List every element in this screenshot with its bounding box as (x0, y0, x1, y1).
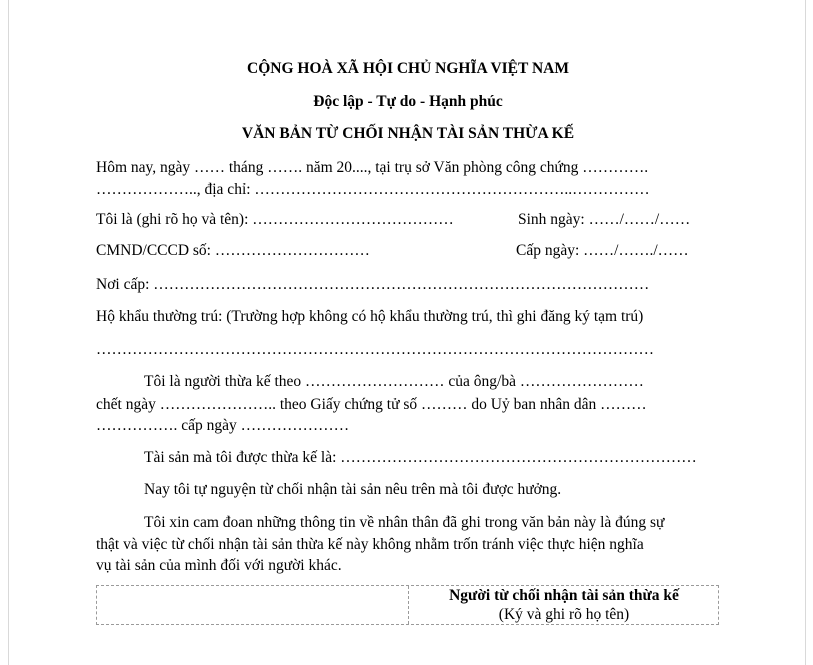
page-left-edge (8, 0, 9, 665)
address-line: ……………….., địa chỉ: ……………………………………………………..…………… (96, 181, 650, 198)
issue-place-field: Nơi cấp: …………………………………………………………………………………… (96, 276, 650, 293)
date-of-birth-field: Sinh ngày: ……/……/…… (518, 211, 691, 228)
signature-table (96, 585, 719, 625)
date-place-line: Hôm nay, ngày …… tháng ……. năm 20...., tại trụ sở Văn phòng công chứng …………. (96, 159, 649, 176)
permanent-residence-label: Hộ khẩu thường trú: (Trường hợp không có hộ khẩu thường trú, thì ghi đăng ký tạm trú) (96, 308, 644, 325)
heir-statement-line-3: ……………. cấp ngày ………………… (96, 417, 350, 434)
commitment-line-3: vụ tài sản của mình đối với người khác. (96, 557, 342, 574)
motto-heading: Độc lập - Tự do - Hạnh phúc (313, 93, 503, 110)
permanent-residence-field: ……………………………………………………………………………………………… (96, 341, 654, 358)
nation-heading: CỘNG HOÀ XÃ HỘI CHỦ NGHĨA VIỆT NAM (247, 60, 569, 77)
page-right-edge (805, 0, 806, 665)
commitment-line-1: Tôi xin cam đoan những thông tin về nhân thân đã ghi trong văn bản này là đúng sự (144, 514, 665, 531)
heir-statement-line-1: Tôi là người thừa kế theo ……………………… của ông/bà …………………… (144, 373, 644, 390)
signature-title: Người từ chối nhận tài sản thừa kế (449, 587, 679, 604)
heir-statement-line-2: chết ngày ………………….. theo Giấy chứng tử số ……… do Uỷ ban nhân dân ……… (96, 396, 647, 413)
refusal-statement: Nay tôi tự nguyện từ chối nhận tài sản nêu trên mà tôi được hưởng. (144, 481, 562, 498)
inherited-asset-field: Tài sản mà tôi được thừa kế là: …………………………………………………………… (144, 449, 697, 466)
document-title: VĂN BẢN TỪ CHỐI NHẬN TÀI SẢN THỪA KẾ (241, 125, 575, 142)
commitment-line-2: thật và việc từ chối nhận tài sản thừa kế này không nhằm trốn tránh việc thực hiện nghĩa (96, 536, 644, 553)
full-name-field: Tôi là (ghi rõ họ và tên): ………………………………… (96, 211, 454, 228)
signature-instruction: (Ký và ghi rõ họ tên) (498, 606, 630, 623)
id-number-field: CMND/CCCD số: ………………………… (96, 242, 370, 259)
issue-date-field: Cấp ngày: ……/……./…… (516, 242, 689, 259)
